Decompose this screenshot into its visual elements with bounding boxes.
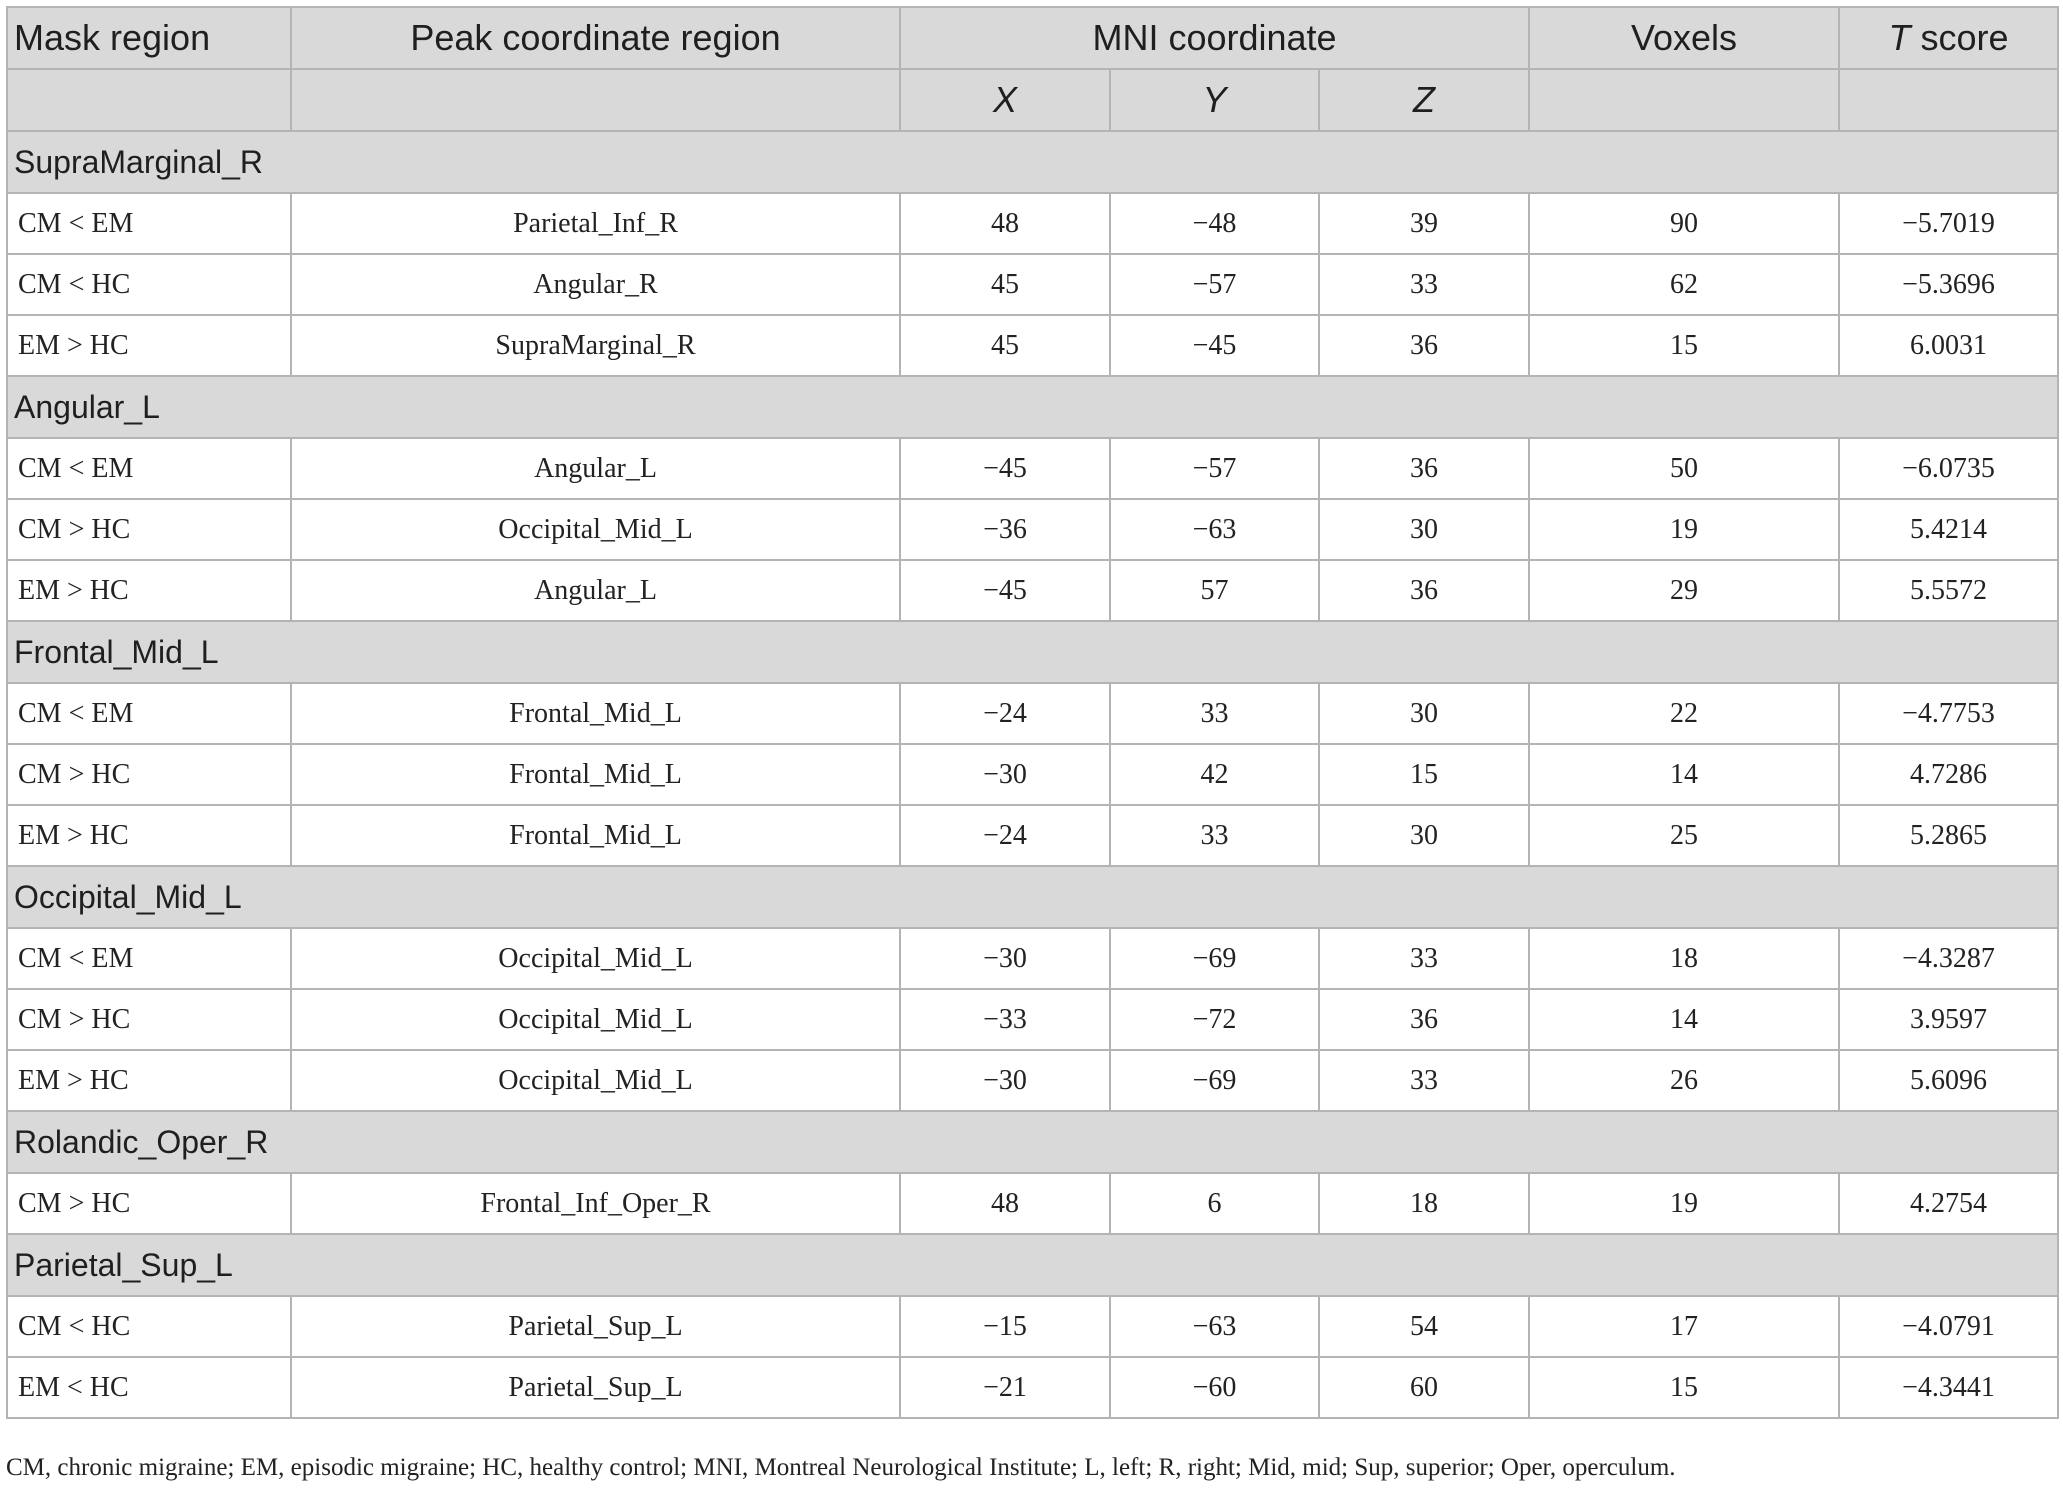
cell-peak-region: Frontal_Mid_L bbox=[291, 805, 900, 866]
cell-peak-region: Occipital_Mid_L bbox=[291, 1050, 900, 1111]
cell-z: 18 bbox=[1319, 1173, 1529, 1234]
table-row bbox=[7, 1050, 2058, 1111]
mask-region-name: Parietal_Sup_L bbox=[7, 1234, 2058, 1296]
cell-t-score: −4.7753 bbox=[1839, 683, 2058, 744]
cell-comparison: EM > HC bbox=[7, 315, 291, 376]
header-row-2 bbox=[7, 69, 2058, 131]
cell-x: −45 bbox=[900, 560, 1110, 621]
cell-t-score: −4.3287 bbox=[1839, 928, 2058, 989]
cell-t-score: −5.3696 bbox=[1839, 254, 2058, 315]
cell-t-score: 4.2754 bbox=[1839, 1173, 2058, 1234]
cell-z: 33 bbox=[1319, 254, 1529, 315]
cell-comparison: CM < EM bbox=[7, 438, 291, 499]
header-z: Z bbox=[1319, 69, 1529, 131]
header-voxels: Voxels bbox=[1529, 7, 1839, 69]
mask-group-row bbox=[7, 131, 2058, 193]
cell-voxels: 15 bbox=[1529, 1357, 1839, 1418]
table-row bbox=[7, 254, 2058, 315]
cell-x: −30 bbox=[900, 928, 1110, 989]
cell-x: 45 bbox=[900, 254, 1110, 315]
header-x: X bbox=[900, 69, 1110, 131]
cell-t-score: 5.5572 bbox=[1839, 560, 2058, 621]
cell-comparison: CM < EM bbox=[7, 928, 291, 989]
cell-comparison: CM > HC bbox=[7, 499, 291, 560]
cell-comparison: CM < EM bbox=[7, 683, 291, 744]
cell-x: −21 bbox=[900, 1357, 1110, 1418]
cell-y: −63 bbox=[1110, 499, 1319, 560]
cell-peak-region: Frontal_Mid_L bbox=[291, 683, 900, 744]
cell-voxels: 14 bbox=[1529, 744, 1839, 805]
cell-y: 57 bbox=[1110, 560, 1319, 621]
table-header bbox=[7, 7, 2058, 131]
cell-comparison: CM > HC bbox=[7, 1173, 291, 1234]
cell-t-score: 6.0031 bbox=[1839, 315, 2058, 376]
table-row bbox=[7, 1357, 2058, 1418]
header-y: Y bbox=[1110, 69, 1319, 131]
table-row bbox=[7, 989, 2058, 1050]
mask-group-row bbox=[7, 1234, 2058, 1296]
header-peak-region: Peak coordinate region bbox=[291, 7, 900, 69]
cell-voxels: 29 bbox=[1529, 560, 1839, 621]
mask-region-name: Angular_L bbox=[7, 376, 2058, 438]
cell-voxels: 15 bbox=[1529, 315, 1839, 376]
table-row bbox=[7, 193, 2058, 254]
cell-peak-region: Angular_L bbox=[291, 560, 900, 621]
cell-comparison: CM < HC bbox=[7, 254, 291, 315]
cell-z: 33 bbox=[1319, 928, 1529, 989]
cell-peak-region: Angular_L bbox=[291, 438, 900, 499]
table-row bbox=[7, 1173, 2058, 1234]
cell-voxels: 14 bbox=[1529, 989, 1839, 1050]
header-t-score-label: score bbox=[1910, 17, 2009, 58]
cell-y: −69 bbox=[1110, 1050, 1319, 1111]
cell-y: 33 bbox=[1110, 805, 1319, 866]
cell-x: −30 bbox=[900, 1050, 1110, 1111]
cell-y: −45 bbox=[1110, 315, 1319, 376]
cell-peak-region: Parietal_Sup_L bbox=[291, 1357, 900, 1418]
cell-z: 54 bbox=[1319, 1296, 1529, 1357]
table-row bbox=[7, 438, 2058, 499]
cell-t-score: −6.0735 bbox=[1839, 438, 2058, 499]
cell-comparison: EM < HC bbox=[7, 1357, 291, 1418]
cell-y: 6 bbox=[1110, 1173, 1319, 1234]
cell-voxels: 26 bbox=[1529, 1050, 1839, 1111]
header-t-score bbox=[1839, 7, 2058, 69]
cell-y: −57 bbox=[1110, 254, 1319, 315]
table-row bbox=[7, 805, 2058, 866]
cell-x: −15 bbox=[900, 1296, 1110, 1357]
cell-x: −24 bbox=[900, 683, 1110, 744]
header-empty-1 bbox=[7, 69, 291, 131]
cell-t-score: −4.0791 bbox=[1839, 1296, 2058, 1357]
cell-y: 33 bbox=[1110, 683, 1319, 744]
cell-peak-region: Angular_R bbox=[291, 254, 900, 315]
cell-x: −45 bbox=[900, 438, 1110, 499]
table-body bbox=[7, 131, 2058, 1418]
cell-z: 36 bbox=[1319, 989, 1529, 1050]
cell-z: 15 bbox=[1319, 744, 1529, 805]
cell-peak-region: Occipital_Mid_L bbox=[291, 989, 900, 1050]
cell-voxels: 90 bbox=[1529, 193, 1839, 254]
cell-peak-region: Frontal_Inf_Oper_R bbox=[291, 1173, 900, 1234]
cell-voxels: 18 bbox=[1529, 928, 1839, 989]
cell-z: 60 bbox=[1319, 1357, 1529, 1418]
cell-t-score: −5.7019 bbox=[1839, 193, 2058, 254]
table-row bbox=[7, 744, 2058, 805]
cell-x: −36 bbox=[900, 499, 1110, 560]
table-row bbox=[7, 499, 2058, 560]
table-row bbox=[7, 1296, 2058, 1357]
table-row bbox=[7, 560, 2058, 621]
cell-peak-region: SupraMarginal_R bbox=[291, 315, 900, 376]
cell-voxels: 62 bbox=[1529, 254, 1839, 315]
cell-y: −63 bbox=[1110, 1296, 1319, 1357]
cell-y: −57 bbox=[1110, 438, 1319, 499]
mask-region-name: Occipital_Mid_L bbox=[7, 866, 2058, 928]
header-empty-3 bbox=[1529, 69, 1839, 131]
cell-voxels: 22 bbox=[1529, 683, 1839, 744]
cell-voxels: 19 bbox=[1529, 499, 1839, 560]
cell-t-score: −4.3441 bbox=[1839, 1357, 2058, 1418]
cell-voxels: 25 bbox=[1529, 805, 1839, 866]
header-mni-coordinate: MNI coordinate bbox=[900, 7, 1529, 69]
cell-x: −33 bbox=[900, 989, 1110, 1050]
cell-z: 36 bbox=[1319, 315, 1529, 376]
cell-comparison: EM > HC bbox=[7, 1050, 291, 1111]
cell-z: 30 bbox=[1319, 683, 1529, 744]
cell-z: 30 bbox=[1319, 805, 1529, 866]
header-empty-4 bbox=[1839, 69, 2058, 131]
cell-peak-region: Occipital_Mid_L bbox=[291, 928, 900, 989]
cell-z: 33 bbox=[1319, 1050, 1529, 1111]
cell-voxels: 50 bbox=[1529, 438, 1839, 499]
cell-comparison: CM < HC bbox=[7, 1296, 291, 1357]
mask-group-row bbox=[7, 621, 2058, 683]
cell-y: 42 bbox=[1110, 744, 1319, 805]
cell-x: 45 bbox=[900, 315, 1110, 376]
cell-x: −30 bbox=[900, 744, 1110, 805]
cell-z: 39 bbox=[1319, 193, 1529, 254]
mask-region-name: Frontal_Mid_L bbox=[7, 621, 2058, 683]
cell-z: 36 bbox=[1319, 438, 1529, 499]
mask-group-row bbox=[7, 1111, 2058, 1173]
cell-t-score: 3.9597 bbox=[1839, 989, 2058, 1050]
cell-t-score: 4.7286 bbox=[1839, 744, 2058, 805]
cell-t-score: 5.6096 bbox=[1839, 1050, 2058, 1111]
cell-x: −24 bbox=[900, 805, 1110, 866]
mask-region-name: SupraMarginal_R bbox=[7, 131, 2058, 193]
cell-z: 36 bbox=[1319, 560, 1529, 621]
table-row bbox=[7, 315, 2058, 376]
table-row bbox=[7, 683, 2058, 744]
cell-comparison: CM > HC bbox=[7, 744, 291, 805]
cell-y: −69 bbox=[1110, 928, 1319, 989]
cell-x: 48 bbox=[900, 193, 1110, 254]
cell-comparison: CM > HC bbox=[7, 989, 291, 1050]
cell-peak-region: Occipital_Mid_L bbox=[291, 499, 900, 560]
cell-voxels: 17 bbox=[1529, 1296, 1839, 1357]
mask-group-row bbox=[7, 866, 2058, 928]
mask-region-name: Rolandic_Oper_R bbox=[7, 1111, 2058, 1173]
cell-voxels: 19 bbox=[1529, 1173, 1839, 1234]
header-t-letter: T bbox=[1888, 17, 1911, 58]
cell-peak-region: Parietal_Sup_L bbox=[291, 1296, 900, 1357]
cell-y: −48 bbox=[1110, 193, 1319, 254]
cell-comparison: EM > HC bbox=[7, 805, 291, 866]
cell-t-score: 5.4214 bbox=[1839, 499, 2058, 560]
cell-y: −60 bbox=[1110, 1357, 1319, 1418]
cell-y: −72 bbox=[1110, 989, 1319, 1050]
cell-peak-region: Parietal_Inf_R bbox=[291, 193, 900, 254]
cell-comparison: CM < EM bbox=[7, 193, 291, 254]
header-mask-region: Mask region bbox=[7, 7, 291, 69]
mask-group-row bbox=[7, 376, 2058, 438]
cell-x: 48 bbox=[900, 1173, 1110, 1234]
cell-peak-region: Frontal_Mid_L bbox=[291, 744, 900, 805]
cell-comparison: EM > HC bbox=[7, 560, 291, 621]
table-row bbox=[7, 928, 2058, 989]
header-row-1 bbox=[7, 7, 2058, 69]
cell-z: 30 bbox=[1319, 499, 1529, 560]
header-empty-2 bbox=[291, 69, 900, 131]
results-table bbox=[6, 6, 2059, 1419]
table-footnote: CM, chronic migraine; EM, episodic migraine; HC, healthy control; MNI, Montreal Neurological Institute; L, left; R, right; Mid, mid; Sup, superior; Oper, operculum. bbox=[6, 1454, 1676, 1481]
results-table-container bbox=[6, 6, 2057, 1419]
cell-t-score: 5.2865 bbox=[1839, 805, 2058, 866]
